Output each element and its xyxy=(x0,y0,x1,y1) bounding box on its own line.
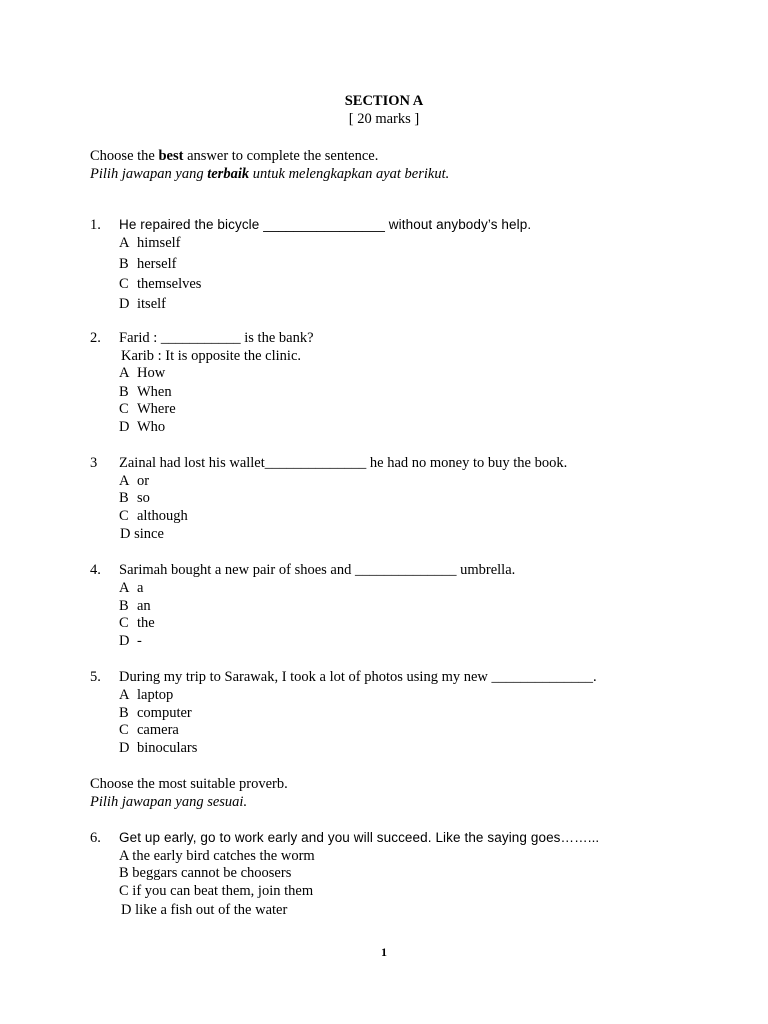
question-5-option-a[interactable]: A laptop xyxy=(119,687,174,703)
question-2-stem-line-1: Farid : ___________ is the bank? xyxy=(119,330,314,346)
question-6-option-d[interactable]: D like a fish out of the water xyxy=(121,902,288,918)
question-6-option-b[interactable]: B beggars cannot be choosers xyxy=(119,865,292,881)
question-2-option-c[interactable]: C Where xyxy=(119,401,176,417)
question-5-option-b[interactable]: B computer xyxy=(119,705,192,721)
section-marks: [ 20 marks ] xyxy=(348,111,420,127)
question-1-option-d[interactable]: D itself xyxy=(119,296,166,312)
question-1-stem: He repaired the bicycle ________________ without anybody’s help. xyxy=(119,217,532,232)
question-5-option-c[interactable]: C camera xyxy=(119,722,179,738)
question-4-number: 4. xyxy=(90,562,101,578)
question-3-number: 3 xyxy=(90,455,98,471)
proverb-instruction-malay: Pilih jawapan yang sesuai. xyxy=(90,794,248,810)
question-1-option-b[interactable]: B herself xyxy=(119,256,177,272)
page-number: 1 xyxy=(381,945,387,959)
question-2-option-d[interactable]: D Who xyxy=(119,419,166,435)
question-3-option-a[interactable]: A or xyxy=(119,473,150,489)
question-4-option-b[interactable]: B an xyxy=(119,598,151,614)
instruction-malay: Pilih jawapan yang terbaik untuk melengkapkan ayat berikut. xyxy=(90,166,450,182)
proverb-instruction-english: Choose the most suitable proverb. xyxy=(90,776,288,792)
question-5-number: 5. xyxy=(90,669,101,685)
question-2-stem-line-2: Karib : It is opposite the clinic. xyxy=(121,348,302,364)
question-4-option-c[interactable]: C the xyxy=(119,615,155,631)
question-2-option-b[interactable]: B When xyxy=(119,384,172,400)
question-3-option-c[interactable]: C although xyxy=(119,508,188,524)
section-title: SECTION A xyxy=(344,93,424,109)
question-2-number: 2. xyxy=(90,330,101,346)
question-4-stem: Sarimah bought a new pair of shoes and ______________ umbrella. xyxy=(119,562,516,578)
question-6-stem: Get up early, go to work early and you will succeed. Like the saying goes……... xyxy=(119,830,600,845)
question-3-stem: Zainal had lost his wallet______________ he had no money to buy the book. xyxy=(119,455,568,471)
question-6-number: 6. xyxy=(90,830,101,846)
question-3-option-d[interactable]: D since xyxy=(120,526,164,542)
question-2-option-a[interactable]: A How xyxy=(119,365,166,381)
question-5-option-d[interactable]: D binoculars xyxy=(119,740,198,756)
instruction-english: Choose the best answer to complete the sentence. xyxy=(90,148,379,164)
question-1-option-a[interactable]: A himself xyxy=(119,235,181,251)
question-6-option-a[interactable]: A the early bird catches the worm xyxy=(119,848,315,864)
question-1-number: 1. xyxy=(90,217,101,233)
question-4-option-a[interactable]: A a xyxy=(119,580,144,596)
question-1-option-c[interactable]: C themselves xyxy=(119,276,202,292)
question-5-stem: During my trip to Sarawak, I took a lot of photos using my new ______________. xyxy=(119,669,597,685)
question-3-option-b[interactable]: B so xyxy=(119,490,150,506)
question-6-option-c[interactable]: C if you can beat them, join them xyxy=(119,883,314,899)
question-4-option-d[interactable]: D - xyxy=(119,633,142,649)
